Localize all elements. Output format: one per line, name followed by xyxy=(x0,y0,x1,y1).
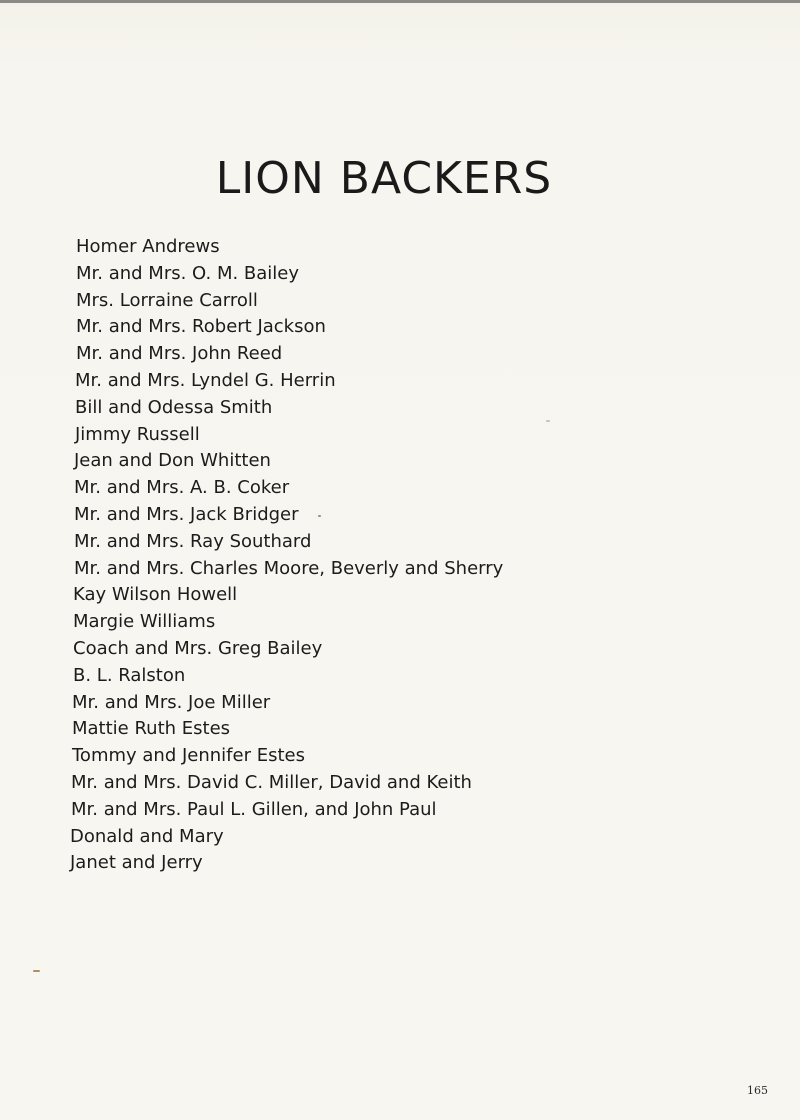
list-item: Margie Williams xyxy=(73,611,216,633)
list-item: Coach and Mrs. Greg Bailey xyxy=(73,637,323,659)
list-item: Mr. and Mrs. Joe Miller xyxy=(72,691,271,713)
paper-speck xyxy=(318,515,321,517)
page-top-edge xyxy=(0,0,800,3)
list-item: Mr. and Mrs. Paul L. Gillen, and John Paul xyxy=(71,798,437,820)
page-title: LION BACKERS xyxy=(215,153,553,205)
list-item: Mrs. Lorraine Carroll xyxy=(76,289,258,311)
list-item: Kay Wilson Howell xyxy=(73,584,238,606)
list-item: Janet and Jerry xyxy=(70,852,203,874)
page-number: 165 xyxy=(747,1084,768,1097)
list-item: Mr. and Mrs. John Reed xyxy=(76,343,283,365)
backers-list xyxy=(70,234,503,877)
list-item: Mr. and Mrs. A. B. Coker xyxy=(74,477,290,499)
list-item: Mr. and Mrs. Lyndel G. Herrin xyxy=(75,369,336,391)
list-item: Jimmy Russell xyxy=(75,423,200,445)
list-item: Mr. and Mrs. O. M. Bailey xyxy=(76,262,300,284)
list-item: Mr. and Mrs. Robert Jackson xyxy=(76,316,326,338)
list-item: Jean and Don Whitten xyxy=(74,450,271,472)
paper-speck xyxy=(33,970,40,972)
list-item: B. L. Ralston xyxy=(73,664,186,686)
list-item: Bill and Odessa Smith xyxy=(75,396,273,418)
list-item: Homer Andrews xyxy=(76,236,220,257)
list-item: Mr. and Mrs. Jack Bridger xyxy=(74,503,299,525)
list-item: Mr. and Mrs. Ray Southard xyxy=(74,530,312,552)
list-item: Mr. and Mrs. David C. Miller, David and Keith xyxy=(71,771,472,793)
list-item: Tommy and Jennifer Estes xyxy=(72,745,305,767)
list-item: Mr. and Mrs. Charles Moore, Beverly and Sherry xyxy=(74,557,504,579)
list-item: Mattie Ruth Estes xyxy=(72,718,231,740)
list-item: Donald and Mary xyxy=(70,825,224,847)
paper-speck xyxy=(546,420,550,422)
